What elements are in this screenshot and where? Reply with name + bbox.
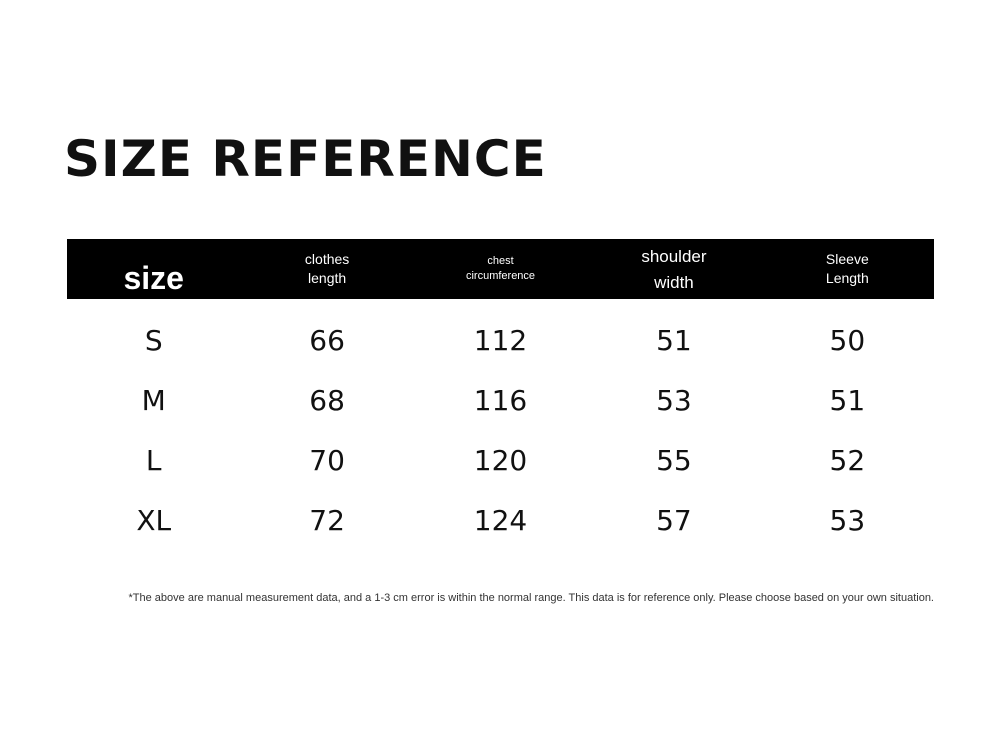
page-title: SIZE REFERENCE (64, 130, 547, 188)
table-row-l (67, 430, 934, 490)
cell-size: M (141, 383, 166, 417)
header-size (67, 239, 240, 299)
header-sleeve-line-1: Sleeve (825, 251, 869, 268)
header-sleeve-length (761, 239, 934, 299)
header-chest-line-1: chest (487, 255, 514, 268)
cell-clothes-length: 70 (309, 443, 345, 477)
header-shoulder-line-2: width (654, 273, 694, 292)
table-row-s (67, 310, 934, 370)
cell-shoulder-width: 51 (656, 323, 692, 357)
table-body (67, 299, 934, 550)
size-table (67, 239, 934, 550)
cell-shoulder-width: 57 (656, 503, 692, 537)
header-size-label: size (123, 260, 184, 296)
cell-size: XL (136, 503, 172, 537)
cell-sleeve-length: 53 (829, 503, 866, 537)
cell-chest-circumference: 120 (473, 443, 528, 477)
header-clothes-length-line-2: length (308, 270, 347, 286)
header-clothes-length (240, 239, 413, 299)
cell-chest-circumference: 124 (473, 503, 528, 537)
cell-chest-circumference: 112 (473, 323, 528, 357)
table-header-row (67, 239, 934, 299)
header-shoulder-width (587, 239, 760, 299)
measurement-footnote: *The above are manual measurement data, and a 1-3 cm error is within the normal range. This data is for reference only. Please choose based on your own situation. (128, 592, 934, 604)
table-row-m (67, 370, 934, 430)
cell-shoulder-width: 55 (656, 443, 692, 477)
cell-clothes-length: 68 (309, 383, 345, 417)
header-chest-line-2: circumference (465, 270, 536, 282)
cell-size: S (144, 323, 163, 357)
cell-size: L (145, 443, 162, 477)
cell-sleeve-length: 51 (829, 383, 866, 417)
cell-clothes-length: 66 (309, 323, 345, 357)
table-row-xl (67, 490, 934, 550)
header-shoulder-line-1: shoulder (641, 247, 707, 267)
header-sleeve-line-2: Length (825, 270, 869, 286)
cell-chest-circumference: 116 (473, 383, 528, 417)
header-chest-circumference (414, 239, 587, 299)
cell-sleeve-length: 50 (829, 323, 866, 357)
header-clothes-length-line-1: clothes (304, 251, 350, 268)
cell-sleeve-length: 52 (829, 443, 866, 477)
cell-clothes-length: 72 (309, 503, 345, 537)
cell-shoulder-width: 53 (656, 383, 692, 417)
